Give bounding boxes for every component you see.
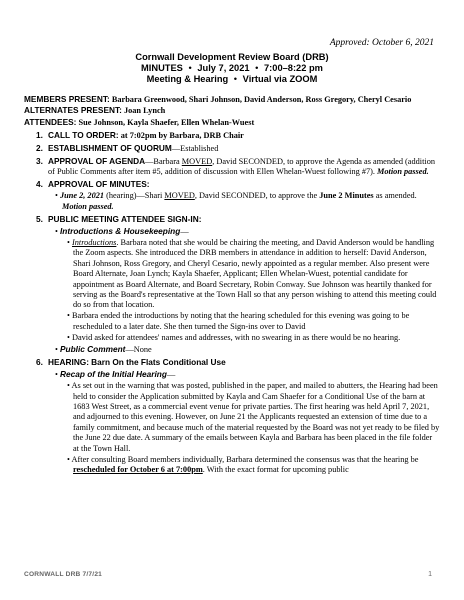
subheading-public-comment: • Public Comment—None	[55, 343, 152, 354]
meeting-type-line: Meeting & Hearing • Virtual via ZOOM	[146, 74, 318, 84]
recap-paragraph: • As set out in the warning that was posted, published in the paper, and mailed to abutters, the Hearing had been held to consider the Application submitted by Kayla and Cam Shaefer for a Conditional Use of the barn at 1683 West Street, as a commercial event venue for private parties. The first hearing was held April 7, 2021, and adjourned to this evening. However, on June 21 the Applicants requested an extension of time due to a family commitment, and because much of the material requested by the Board was not yet ready to be filed by the June 22 due date. A summary of the emails between Kayla and Barbara has been placed in the file folder at the Town Hall.	[67, 381, 440, 453]
minutes-approval-item: • June 2, 2021 (hearing)—Shari MOVED, David SECONDED, to approve the June 2 Minutes as amended. Motion passed.	[55, 191, 417, 211]
attendees: ATTENDEES: Sue Johnson, Kayla Shaefer, Ellen Whelan-Wuest	[24, 116, 255, 127]
section-approval-agenda: 3. APPROVAL OF AGENDA—Barbara MOVED, David SECONDED, to approve the Agenda as amended (addition of Public Comments after item #5, addition of discussion with Ellen Whelan-Wuest following #7). Motion passed.	[36, 155, 435, 176]
footer-doc-id: CORNWALL DRB 7/7/21	[24, 571, 103, 578]
subheading-introductions: • Introductions & Housekeeping—	[55, 225, 189, 236]
introductions-paragraph: • Introductions. Barbara noted that she would be chairing the meeting, and David Anderson would be handling the Zoom aspects. She introduced the DRB members in attendance in addition to herself: David Anderson, Shari Johnson, Ross Gregory, and Cheryl Cesario, newly appointed as a regular member. Also present were Board Alternate, Joan Lynch; Kayla Shaefer, Applicant; Ellen Whelan-Wuest, potential candidate for appointment as Board Alternate, and Board Secretary, Robin Conway. Sue Johnson was heartily thanked for serving as the Board's representative at the Town Hall so that any person wishing to attend this meeting could do so from that location.	[67, 237, 437, 310]
section-quorum: 2. ESTABLISHMENT OF QUORUM—Established	[36, 142, 219, 153]
members-present: MEMBERS PRESENT: Barbara Greenwood, Shari Johnson, David Anderson, Ross Gregory, Cheryl Cesario	[24, 94, 412, 104]
section-approval-minutes: 4. APPROVAL OF MINUTES:	[36, 178, 150, 189]
hearing-reschedule-note: • Barbara ended the introductions by noting that the hearing scheduled for this evening was going to be rescheduled to a later date. She then turned the Sign-ins over to David	[67, 311, 410, 331]
consensus-paragraph: • After consulting Board members individually, Barbara determined the consensus was that the hearing be rescheduled for October 6 at 7:00pm. With the exact format for upcoming public	[67, 454, 419, 474]
attendee-names-note: • David asked for attendees' names and addresses, with no swearing in as there would be no hearing.	[67, 332, 401, 342]
approval-date: Approved: October 6, 2021	[329, 38, 434, 48]
section-call-to-order: 1. CALL TO ORDER: at 7:02pm by Barbara, DRB Chair	[36, 129, 244, 140]
alternates-present: ALTERNATES PRESENT: Joan Lynch	[24, 105, 166, 116]
section-sign-in: 5. PUBLIC MEETING ATTENDEE SIGN-IN:	[36, 213, 202, 224]
section-hearing: 6. HEARING: Barn On the Flats Conditional Use	[36, 356, 226, 367]
minutes-line: MINUTES • July 7, 2021 • 7:00–8:22 pm	[141, 63, 323, 73]
page-number: 1	[428, 571, 432, 578]
board-title: Cornwall Development Review Board (DRB)	[135, 52, 329, 62]
minutes-body	[24, 94, 440, 475]
subheading-recap: • Recap of the Initial Hearing—	[55, 369, 176, 380]
